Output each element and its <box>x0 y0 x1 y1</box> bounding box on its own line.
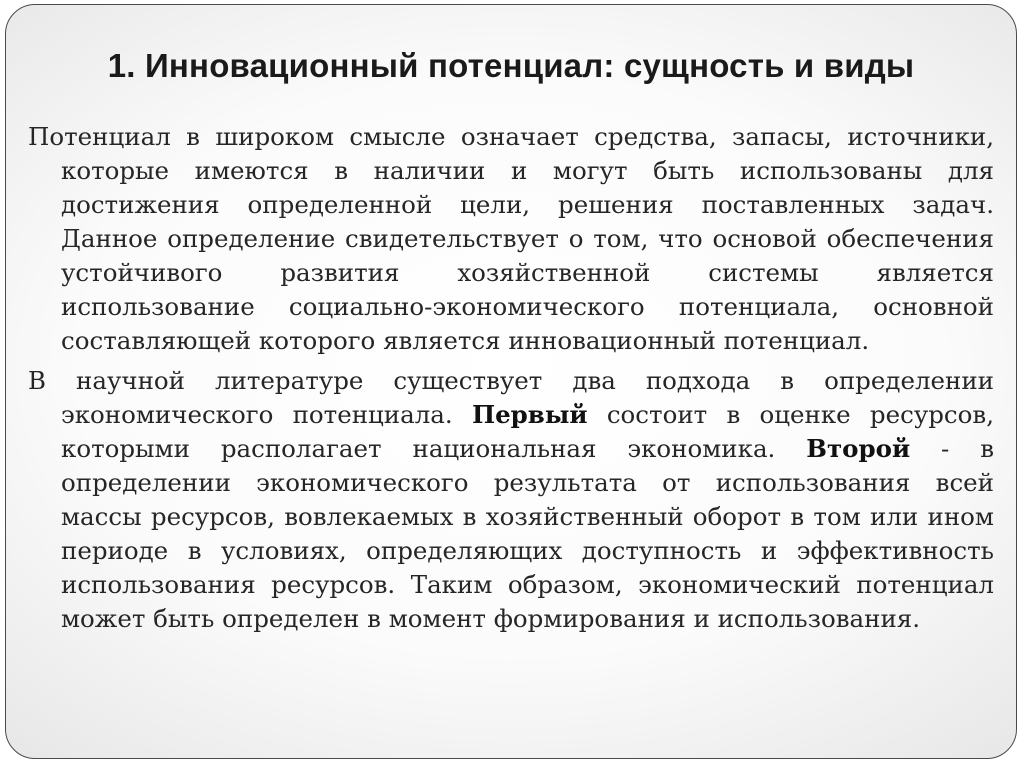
paragraph-text: В научной литературе существует два подхода в определении экономического потенциала. <box>28 366 994 429</box>
paragraph-text: - в определении экономического результата от использования всей массы ресурсов, вовлекаемых в хозяйственный оборот в том или ином периоде в условиях, определяющих доступность и эффективность использования ресурсов. Таким образом, экономический потенциал может быть определен в момент формирования и использования. <box>61 434 994 633</box>
paragraph-approaches <box>28 364 994 636</box>
bold-term-second: Второй <box>806 434 911 463</box>
bold-term-first: Первый <box>471 400 588 429</box>
paragraph-potential-definition: Потенциал в широком смысле означает средства, запасы, источники, которые имеются в наличии и могут быть использованы для достижения определенной цели, решения поставленных задач. Данное определение свидетельствует о том, что основой обеспечения устойчивого развития хозяйственной системы является использование социально-экономического потенциала, основной составляющей которого является инновационный потенциал. <box>28 122 994 355</box>
slide-body <box>28 120 994 642</box>
slide-frame <box>5 4 1017 759</box>
paragraph-text: состоит в оценке ресурсов, которыми располагает национальная экономика. <box>61 400 994 463</box>
slide-title: 1. Инновационный потенциал: сущность и виды <box>107 47 915 84</box>
